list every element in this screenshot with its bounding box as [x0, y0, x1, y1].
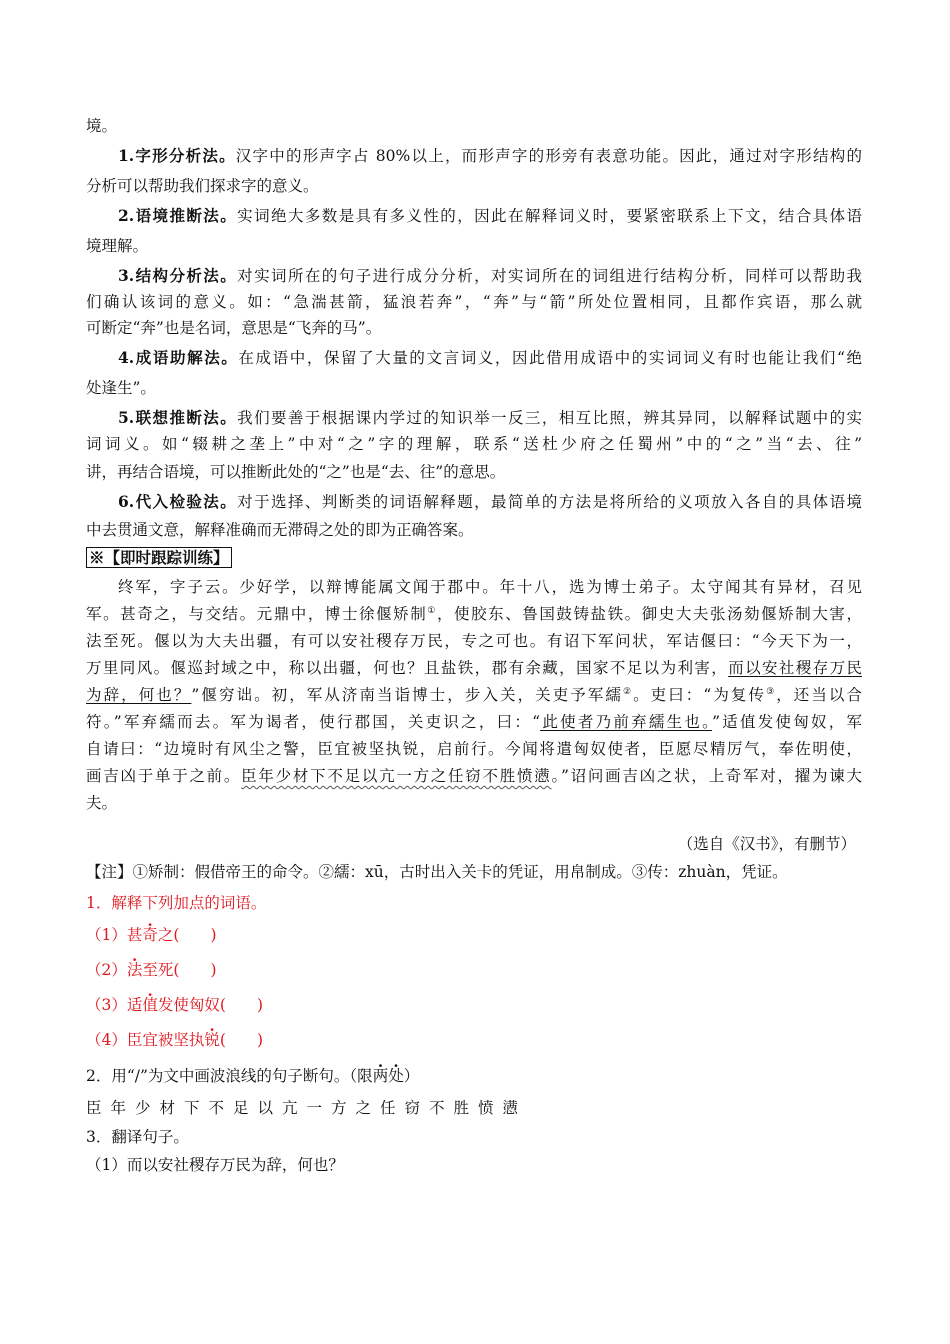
- method-4: 4.成语助解法。在成语中，保留了大量的文言词义，因此借用成语中的实词词义有时也能让我们“绝: [118, 348, 862, 367]
- q3-prompt: 3．翻译句子。: [86, 1128, 189, 1146]
- q1-item-4: （4）臣宜被坚执锐( ): [86, 1031, 263, 1049]
- method-3-cont: 们确认该词的意义。如：“急湍甚箭，猛浪若奔”，“奔”与“箭”所处位置相同，且都作宾语，那么就: [86, 293, 862, 311]
- passage-line-2: 军。甚奇之，与交结。元鼎中，博士徐偃矫制①，使胶东、鲁国鼓铸盐铁。御史大夫张汤劾偃矫制大害，: [86, 605, 862, 623]
- method-6-cont: 中去贯通文意，解释准确而无滞碍之处的即为正确答案。: [86, 521, 474, 539]
- passage-line-4: 万里同风。偃巡封域之中，称以出疆，何也？且盐铁，郡有余藏，国家不足以为利害，而以安社稷存万民: [86, 659, 862, 677]
- method-6: 6.代入检验法。对于选择、判断类的词语解释题，最简单的方法是将所给的义项放入各自的具体语境: [118, 492, 862, 511]
- underlined-sentence-b: 为辞，何也？: [86, 686, 192, 704]
- method-5-cont: 词词义。如“辍耕之垄上”中对“之”字的理解，联系“送杜少府之任蜀州”中的“之”当“去、往”: [86, 435, 862, 453]
- intro-tail: 境。: [86, 117, 118, 135]
- q1-prompt: 1．解释下列加点的词语。: [86, 894, 267, 912]
- method-5: 5.联想推断法。我们要善于根据课内学过的知识举一反三，相互比照，辨其异同，以解释试题中的实: [118, 408, 862, 427]
- method-1-cont: 分析可以帮助我们探求字的意义。: [86, 177, 319, 195]
- method-4-cont: 处逢生”。: [86, 379, 156, 397]
- method-3: 3.结构分析法。对实词所在的句子进行成分分析，对实词所在的词组进行结构分析，同样可以帮助我: [118, 266, 862, 285]
- passage-line-1: 终军，字子云。少好学，以辩博能属文闻于郡中。年十八，选为博士弟子。太守闻其有异材，召见: [118, 578, 862, 596]
- source-citation: （选自《汉书》，有删节）: [677, 835, 856, 853]
- underlined-sentence-a: 而以安社稷存万民: [728, 659, 862, 677]
- passage-line-7: 自请曰：“边境时有风尘之警，臣宜被坚执锐，启前行。今闻将遣匈奴使者，臣愿尽精厉气，奉佐明使，: [86, 740, 862, 758]
- method-2-cont: 境理解。: [86, 237, 149, 255]
- training-header: ※【即时跟踪训练】: [86, 548, 232, 568]
- passage-line-9: 夫。: [86, 794, 118, 812]
- method-5-cont2: 讲，再结合语境，可以推断此处的“之”也是“去、往”的意思。: [86, 463, 506, 481]
- q2-prompt: 2．用“/”为文中画波浪线的句子断句。（限两处）: [86, 1067, 420, 1085]
- method-1: 1.字形分析法。汉字中的形声字占 80%以上，而形声字的形旁有表意功能。因此，通过对字形结构的: [118, 146, 862, 165]
- passage-line-8: 画吉凶于单于之前。臣年少材下不足以亢一方之任窃不胜愤懑。”诏问画吉凶之状，上奇军对，擢为谏大: [86, 767, 862, 785]
- passage-line-3: 法至死。偃以为大夫出疆，有可以安社稷存万民，专之可也。有诏下军问状，军诘偃曰：“今天下为一，: [86, 632, 862, 650]
- underlined-sentence-c: 此使者乃前弃繻生也。: [540, 713, 713, 731]
- q1-item-1: （1）甚奇之( ): [86, 926, 217, 944]
- wavy-sentence: 臣年少材下不足以亢一方之任窃不胜愤懑: [241, 767, 552, 785]
- q2-sentence: 臣年少材下不足以亢一方之任窃不胜愤懑: [86, 1099, 528, 1117]
- annotation-note: 【注】①矫制：假借帝王的命令。②繻：xū，古时出入关卡的凭证，用帛制成。③传：zhuàn，凭证。: [86, 863, 788, 881]
- q3-item-1: （1）而以安社稷存万民为辞，何也？: [86, 1156, 344, 1174]
- method-3-cont2: 可断定“奔”也是名词，意思是“飞奔的马”。: [86, 319, 382, 337]
- q1-item-3: （3）适值发使匈奴( ): [86, 996, 263, 1014]
- passage-line-5: 为辞，何也？”偃穷诎。初，军从济南当诣博士，步入关，关吏予军繻②。吏曰：“为复传③，还当以合: [86, 686, 862, 704]
- passage-line-6: 符。”军弃繻而去。军为谒者，使行郡国，关吏识之，曰：“此使者乃前弃繻生也。”适值发使匈奴，军: [86, 713, 862, 731]
- method-2: 2.语境推断法。实词绝大多数是具有多义性的，因此在解释词义时，要紧密联系上下文，结合具体语: [118, 206, 862, 225]
- q1-item-2: （2）法至死( ): [86, 961, 217, 979]
